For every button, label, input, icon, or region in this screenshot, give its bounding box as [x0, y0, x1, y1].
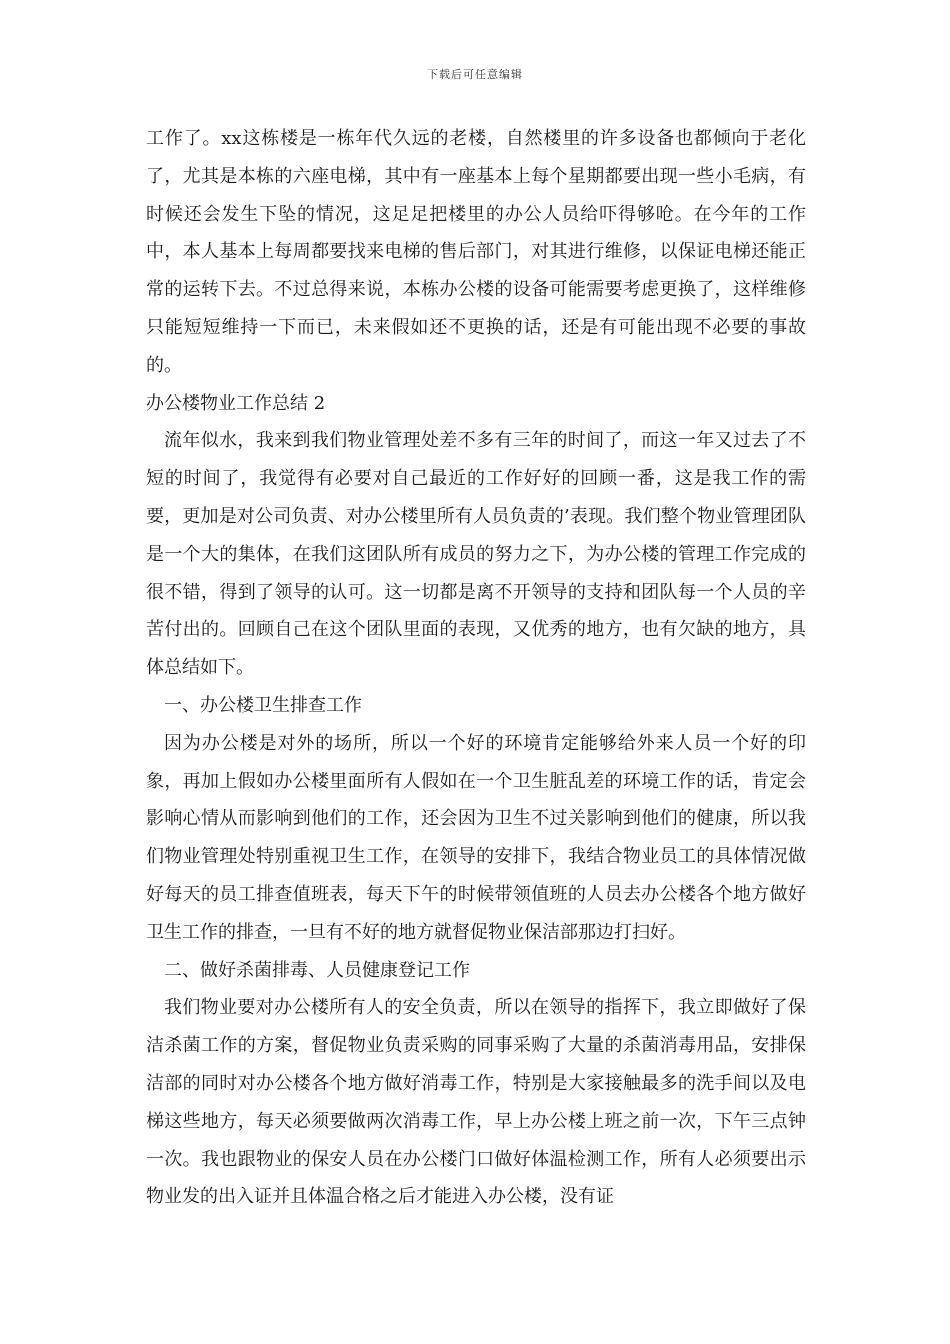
- paragraph-2: 流年似水，我来到我们物业管理处差不多有三年的时间了，而这一年又过去了不短的时间了，我觉得有必要对自己最近的工作好好的回顾一番，这是我工作的需要，更加是对公司负责、对办公楼里所有人员负责的’表现。我们整个物业管理团队是一个大的集体，在我们这团队所有成员的努力之下，为办公楼的管理工作完成的很不错，得到了领导的认可。这一切都是离不开领导的支持和团队每一个人员的辛苦付出的。回顾自己在这个团队里面的表现，又优秀的地方，也有欠缺的地方，具体总结如下。: [146, 430, 806, 679]
- page-header: 下载后可任意编辑: [427, 68, 523, 81]
- heading-sanitation-inspection: 一、办公楼卫生排查工作: [164, 694, 362, 716]
- paragraph-4: 我们物业要对办公楼所有人的安全负责，所以在领导的指挥下，我立即做好了保洁杀菌工作的方案，督促物业负责采购的同事采购了大量的杀菌消毒用品，安排保洁部的同时对办公楼各个地方做好消毒工作，特别是大家接触最多的洗手间以及电梯这些地方，每天必须要做两次消毒工作，早上办公楼上班之前一次，下午三点钟一次。我也跟物业的保安人员在办公楼门口做好体温检测工作，所有人必须要出示物业发的出入证并且体温合格之后才能进入办公楼，没有证: [146, 997, 806, 1208]
- heading-disinfection-registration: 二、做好杀菌排毒、人员健康登记工作: [164, 959, 470, 981]
- paragraph-3: 因为办公楼是对外的场所，所以一个好的环境肯定能够给外来人员一个好的印象，再加上假如办公楼里面所有人假如在一个卫生脏乱差的环境工作的话，肯定会影响心情从而影响到他们的工作，还会因为卫生不过关影响到他们的健康，所以我们物业管理处特别重视卫生工作，在领导的安排下，我结合物业员工的具体情况做好每天的员工排查值班表，每天下午的时候带领值班的人员去办公楼各个地方做好卫生工作的排查，一旦有不好的地方就督促物业保洁部那边打扫好。: [146, 732, 806, 943]
- paragraph-1: 工作了。xx这栋楼是一栋年代久远的老楼，自然楼里的许多设备也都倾向于老化了，尤其是本栋的六座电梯，其中有一座基本上每个星期都要出现一些小毛病，有时候还会发生下坠的情况，这足足把楼里的办公人员给吓得够呛。在今年的工作中，本人基本上每周都要找来电梯的售后部门，对其进行维修，以保证电梯还能正常的运转下去。不过总得来说，本栋办公楼的设备可能需要考虑更换了，这样维修只能短短维持一下而已，未来假如还不更换的话，还是有可能出现不必要的事故的。: [146, 128, 806, 376]
- section-title-2: 办公楼物业工作总结 2: [146, 392, 326, 414]
- document-body: [146, 120, 806, 1216]
